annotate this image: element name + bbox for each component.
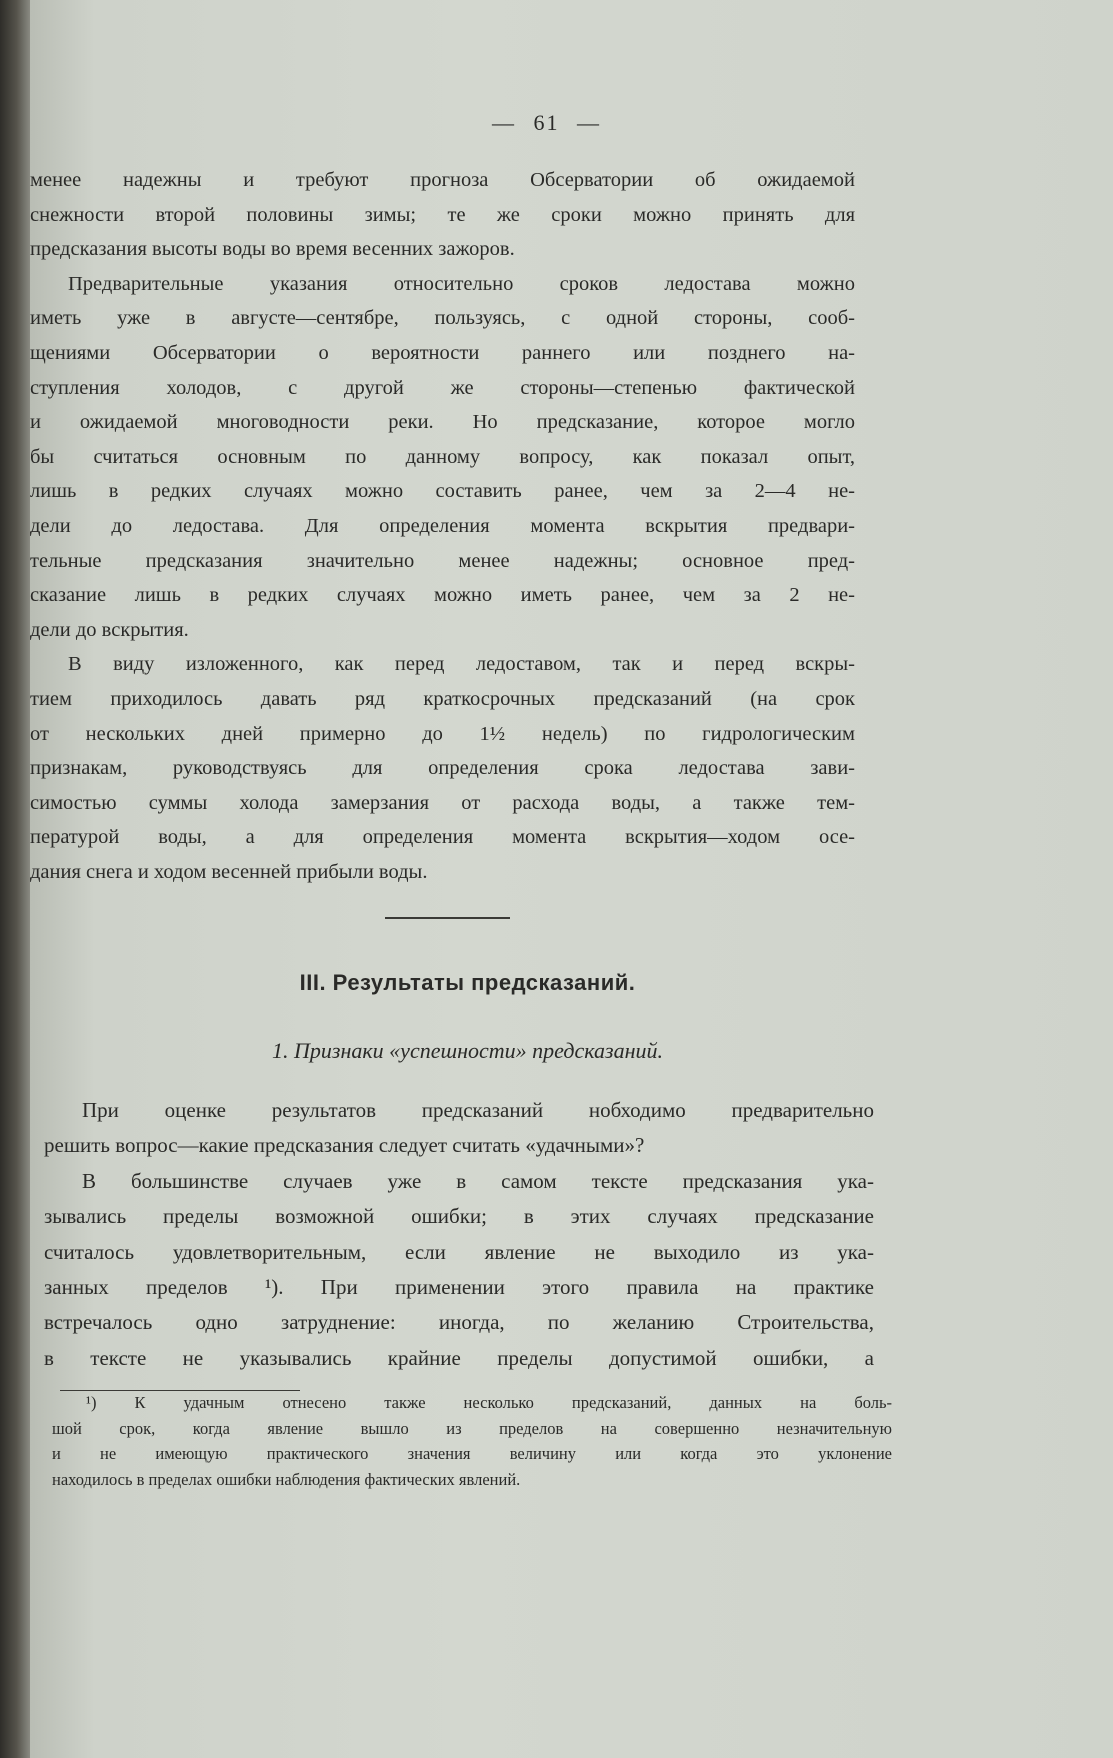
text-line: тельные предсказания значительно менее надежны; основное пред- [30, 549, 855, 572]
text-line: предсказания высоты воды во время весенних зажоров. [30, 238, 515, 261]
text-line: решить вопрос—какие предсказания следует считать «удачными»? [44, 1133, 645, 1158]
footnote-line: находилось в пределах ошибки наблюдения фактических явлений. [52, 1469, 521, 1489]
paragraph-4 [44, 1093, 874, 1164]
footnote-line: шой срок, когда явление вышло из пределов на совершенно незначительную [52, 1418, 892, 1438]
text-line: признакам, руководствуясь для определения срока ледостава зави- [30, 757, 855, 780]
text-line: ступления холодов, с другой же стороны—степенью фактической [30, 376, 855, 399]
text-line: занных пределов ¹). При применении этого правила на практике [44, 1274, 874, 1299]
section-heading: III. Результаты предсказаний. [299, 970, 636, 995]
text-line: симостью суммы холода замерзания от расхода воды, а также тем- [30, 791, 855, 814]
bottom-paragraphs [44, 1093, 874, 1376]
text-line: встречалось одно затруднение: иногда, по желанию Строительства, [44, 1310, 874, 1335]
text-line: иметь уже в августе—сентябре, пользуясь, с одной стороны, сооб- [30, 307, 855, 330]
book-binding-shadow [0, 0, 30, 1758]
text-line: В виду изложенного, как перед ледоставом, так и перед вскры- [68, 653, 855, 676]
text-line: дания снега и ходом весенней прибыли воды. [30, 860, 428, 883]
top-paragraphs [30, 163, 855, 889]
text-line: и ожидаемой многоводности реки. Но предсказание, которое могло [30, 411, 855, 434]
text-line: бы считаться основным по данному вопросу, как показал опыт, [30, 445, 855, 468]
paragraph-5 [44, 1164, 874, 1376]
text-line: дели до вскрытия. [30, 618, 189, 641]
text-line: В большинстве случаев уже в самом тексте предсказания ука- [82, 1168, 874, 1193]
text-line: Предварительные указания относительно сроков ледостава можно [68, 272, 855, 295]
document-page [30, 0, 1113, 1758]
text-line: менее надежны и требуют прогноза Обсерватории об ожидаемой [30, 169, 855, 191]
text-line: щениями Обсерватории о вероятности раннего или позднего на- [30, 341, 855, 364]
text-line: в тексте не указывались крайние пределы допустимой ошибки, а [44, 1345, 874, 1370]
subsection-heading: 1. Признаки «успешности» предсказаний. [272, 1038, 663, 1063]
text-line: пературой воды, а для определения момента вскрытия—ходом осе- [30, 826, 855, 849]
text-line: считалось удовлетворительным, если явление не выходило из ука- [44, 1239, 874, 1264]
footnote-line: ¹) К удачным отнесено также несколько предсказаний, данных на боль- [86, 1393, 892, 1412]
paragraph-1 [30, 163, 855, 267]
text-line: дели до ледостава. Для определения момента вскрытия предвари- [30, 514, 855, 537]
footnote-text [52, 1390, 892, 1492]
text-line: сказание лишь в редких случаях можно иметь ранее, чем за 2 не- [30, 584, 855, 607]
text-line: При оценке результатов предсказаний нобходимо предварительно [82, 1098, 874, 1122]
text-line: лишь в редких случаях можно составить ранее, чем за 2—4 не- [30, 480, 855, 503]
text-line: тием приходилось давать ряд краткосрочных предсказаний (на срок [30, 687, 855, 710]
paragraph-2 [30, 267, 855, 648]
page-number: — 61 — [492, 110, 601, 135]
section-separator-rule [385, 917, 510, 919]
text-line: зывались пределы возможной ошибки; в этих случаях предсказание [44, 1204, 874, 1229]
text-line: снежности второй половины зимы; те же сроки можно принять для [30, 203, 855, 226]
paragraph-3 [30, 647, 855, 889]
footnote-line: и не имеющую практического значения величину или когда это уклонение [52, 1444, 892, 1463]
text-line: от нескольких дней примерно до 1½ недель) по гидрологическим [30, 722, 855, 745]
